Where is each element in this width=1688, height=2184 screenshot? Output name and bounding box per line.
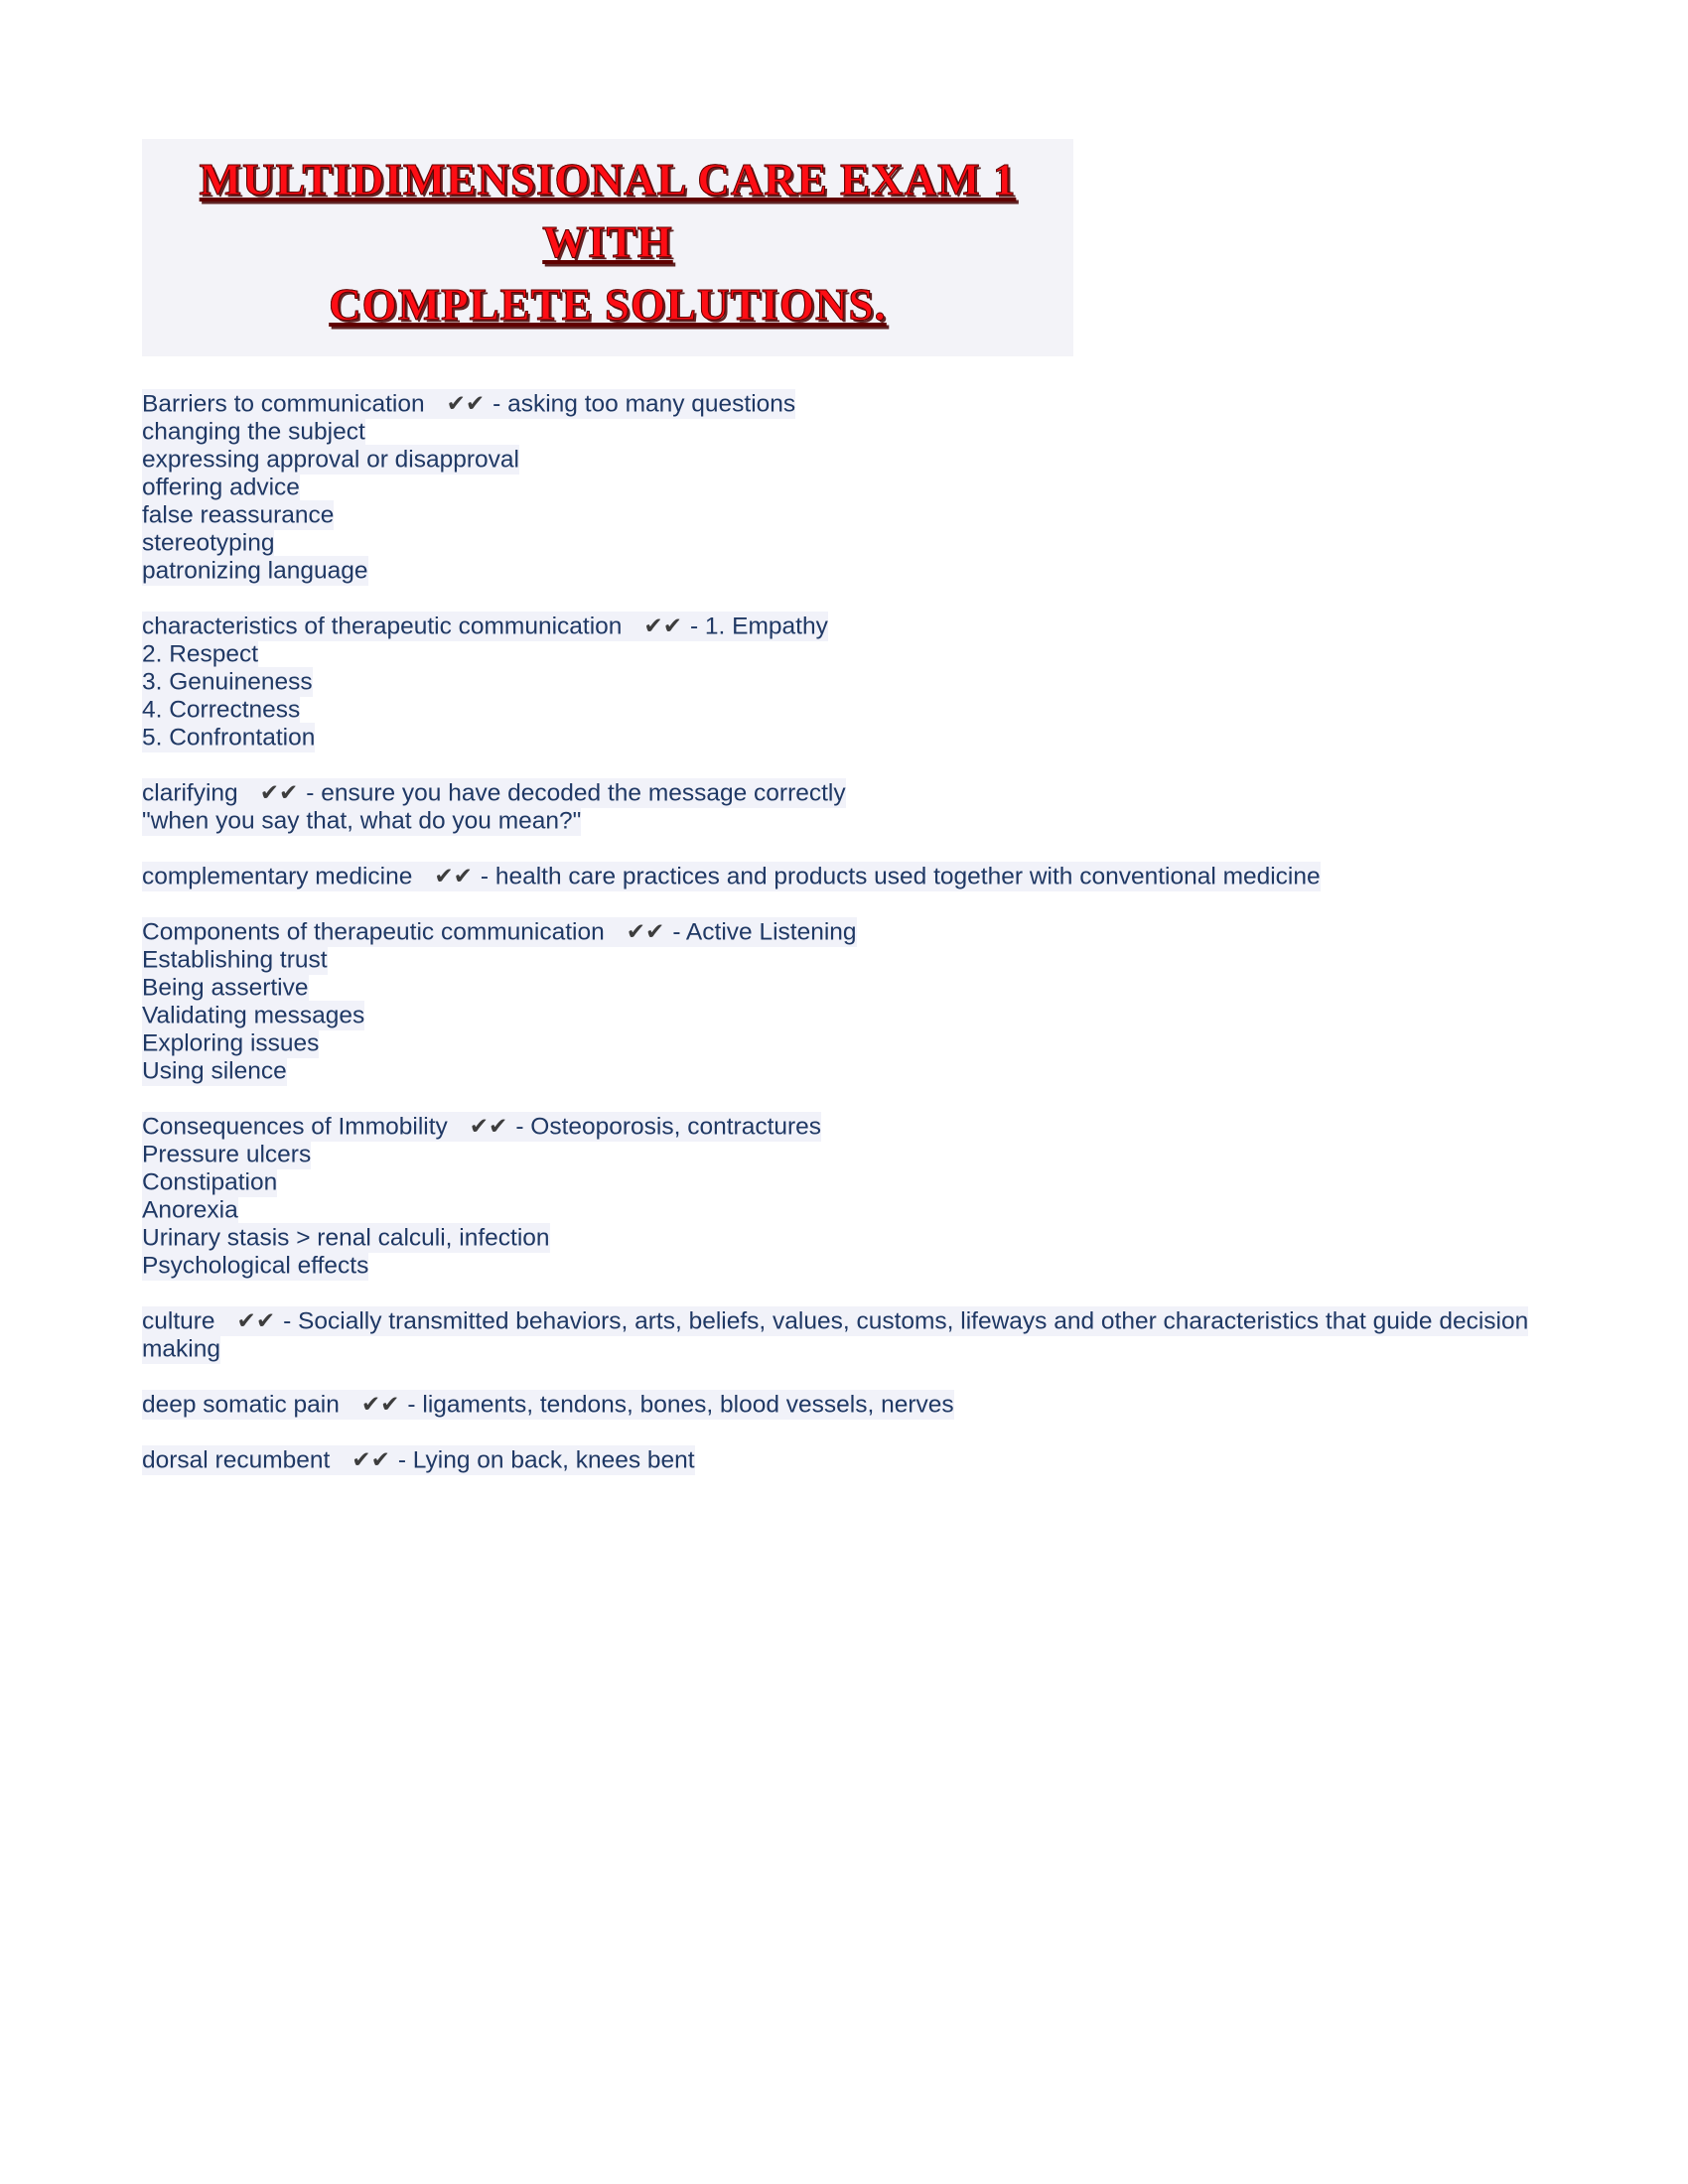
qa-line: Anorexia xyxy=(142,1196,238,1223)
page-title-line2: COMPLETE SOLUTIONS. xyxy=(329,280,887,330)
page-title xyxy=(148,149,1067,337)
qa-first-line xyxy=(142,1391,1549,1419)
qa-line: patronizing language xyxy=(142,557,368,584)
qa-first-line xyxy=(142,863,1549,890)
qa-line: expressing approval or disapproval xyxy=(142,446,519,473)
qa-term: complementary medicine xyxy=(142,863,413,889)
qa-first-line xyxy=(142,918,1549,946)
double-checkmark-icon: ✔✔ xyxy=(469,1114,508,1140)
qa-line: offering advice xyxy=(142,474,300,500)
page-title-line1: MULTIDIMENSIONAL CARE EXAM 1 WITH xyxy=(199,155,1017,267)
qa-answer: - health care practices and products used together with conventional medicine xyxy=(480,863,1321,889)
qa-line: Constipation xyxy=(142,1168,278,1195)
qa-line: Urinary stasis > renal calculi, infection xyxy=(142,1224,550,1251)
qa-line: false reassurance xyxy=(142,501,335,528)
double-checkmark-icon: ✔✔ xyxy=(352,1447,390,1473)
double-checkmark-icon: ✔✔ xyxy=(446,391,486,417)
qa-entry xyxy=(142,779,1549,835)
qa-term: clarifying xyxy=(142,779,238,806)
qa-answer: - Osteoporosis, contractures xyxy=(515,1113,822,1140)
double-checkmark-icon: ✔✔ xyxy=(434,864,473,889)
qa-line: Validating messages xyxy=(142,1002,365,1028)
double-checkmark-icon: ✔✔ xyxy=(236,1308,276,1334)
qa-answer: - ensure you have decoded the message correctly xyxy=(306,779,846,806)
qa-answer: - asking too many questions xyxy=(492,390,796,417)
qa-entry xyxy=(142,613,1549,751)
double-checkmark-icon: ✔✔ xyxy=(259,780,299,806)
qa-first-line xyxy=(142,613,1549,640)
qa-first-line xyxy=(142,1113,1549,1141)
qa-answer: - 1. Empathy xyxy=(689,613,828,639)
qa-term: Barriers to communication xyxy=(142,390,425,417)
qa-entry xyxy=(142,1307,1549,1363)
qa-line: "when you say that, what do you mean?" xyxy=(142,807,582,834)
qa-line: stereotyping xyxy=(142,529,275,556)
qa-answer: - Socially transmitted behaviors, arts, beliefs, values, customs, lifeways and other characteristics that guide decision making xyxy=(142,1307,1529,1362)
qa-answer: - Active Listening xyxy=(672,918,857,945)
double-checkmark-icon: ✔✔ xyxy=(626,919,665,945)
qa-line: Being assertive xyxy=(142,974,309,1001)
double-checkmark-icon: ✔✔ xyxy=(643,614,682,639)
qa-entry xyxy=(142,918,1549,1085)
qa-term: characteristics of therapeutic communication xyxy=(142,613,623,639)
qa-line: Psychological effects xyxy=(142,1252,369,1279)
qa-term: dorsal recumbent xyxy=(142,1446,331,1473)
qa-line: 4. Correctness xyxy=(142,696,301,723)
title-block xyxy=(142,139,1073,356)
qa-first-line xyxy=(142,779,1549,807)
qa-line: Exploring issues xyxy=(142,1029,320,1056)
qa-line: 5. Confrontation xyxy=(142,724,316,751)
qa-term: Components of therapeutic communication xyxy=(142,918,605,945)
qa-line: Pressure ulcers xyxy=(142,1141,312,1167)
qa-entry xyxy=(142,863,1549,890)
qa-line: 2. Respect xyxy=(142,640,259,667)
qa-extra-lines xyxy=(142,1141,1549,1280)
qa-term: culture xyxy=(142,1307,215,1334)
qa-entry xyxy=(142,1446,1549,1474)
qa-line: Establishing trust xyxy=(142,946,328,973)
qa-entry xyxy=(142,390,1549,585)
qa-first-line xyxy=(142,1307,1549,1363)
qa-extra-lines xyxy=(142,640,1549,751)
qa-entry xyxy=(142,1391,1549,1419)
qa-entry xyxy=(142,1113,1549,1280)
qa-line: 3. Genuineness xyxy=(142,668,313,695)
qa-term: Consequences of Immobility xyxy=(142,1113,448,1140)
qa-extra-lines xyxy=(142,418,1549,585)
qa-line: Using silence xyxy=(142,1057,287,1084)
qa-list xyxy=(142,390,1549,1474)
double-checkmark-icon: ✔✔ xyxy=(360,1392,400,1418)
qa-answer: - Lying on back, knees bent xyxy=(397,1446,695,1473)
qa-extra-lines xyxy=(142,946,1549,1085)
qa-first-line xyxy=(142,1446,1549,1474)
qa-extra-lines xyxy=(142,807,1549,835)
qa-first-line xyxy=(142,390,1549,418)
qa-answer: - ligaments, tendons, bones, blood vessels, nerves xyxy=(407,1391,954,1418)
qa-line: changing the subject xyxy=(142,418,365,445)
qa-term: deep somatic pain xyxy=(142,1391,340,1418)
